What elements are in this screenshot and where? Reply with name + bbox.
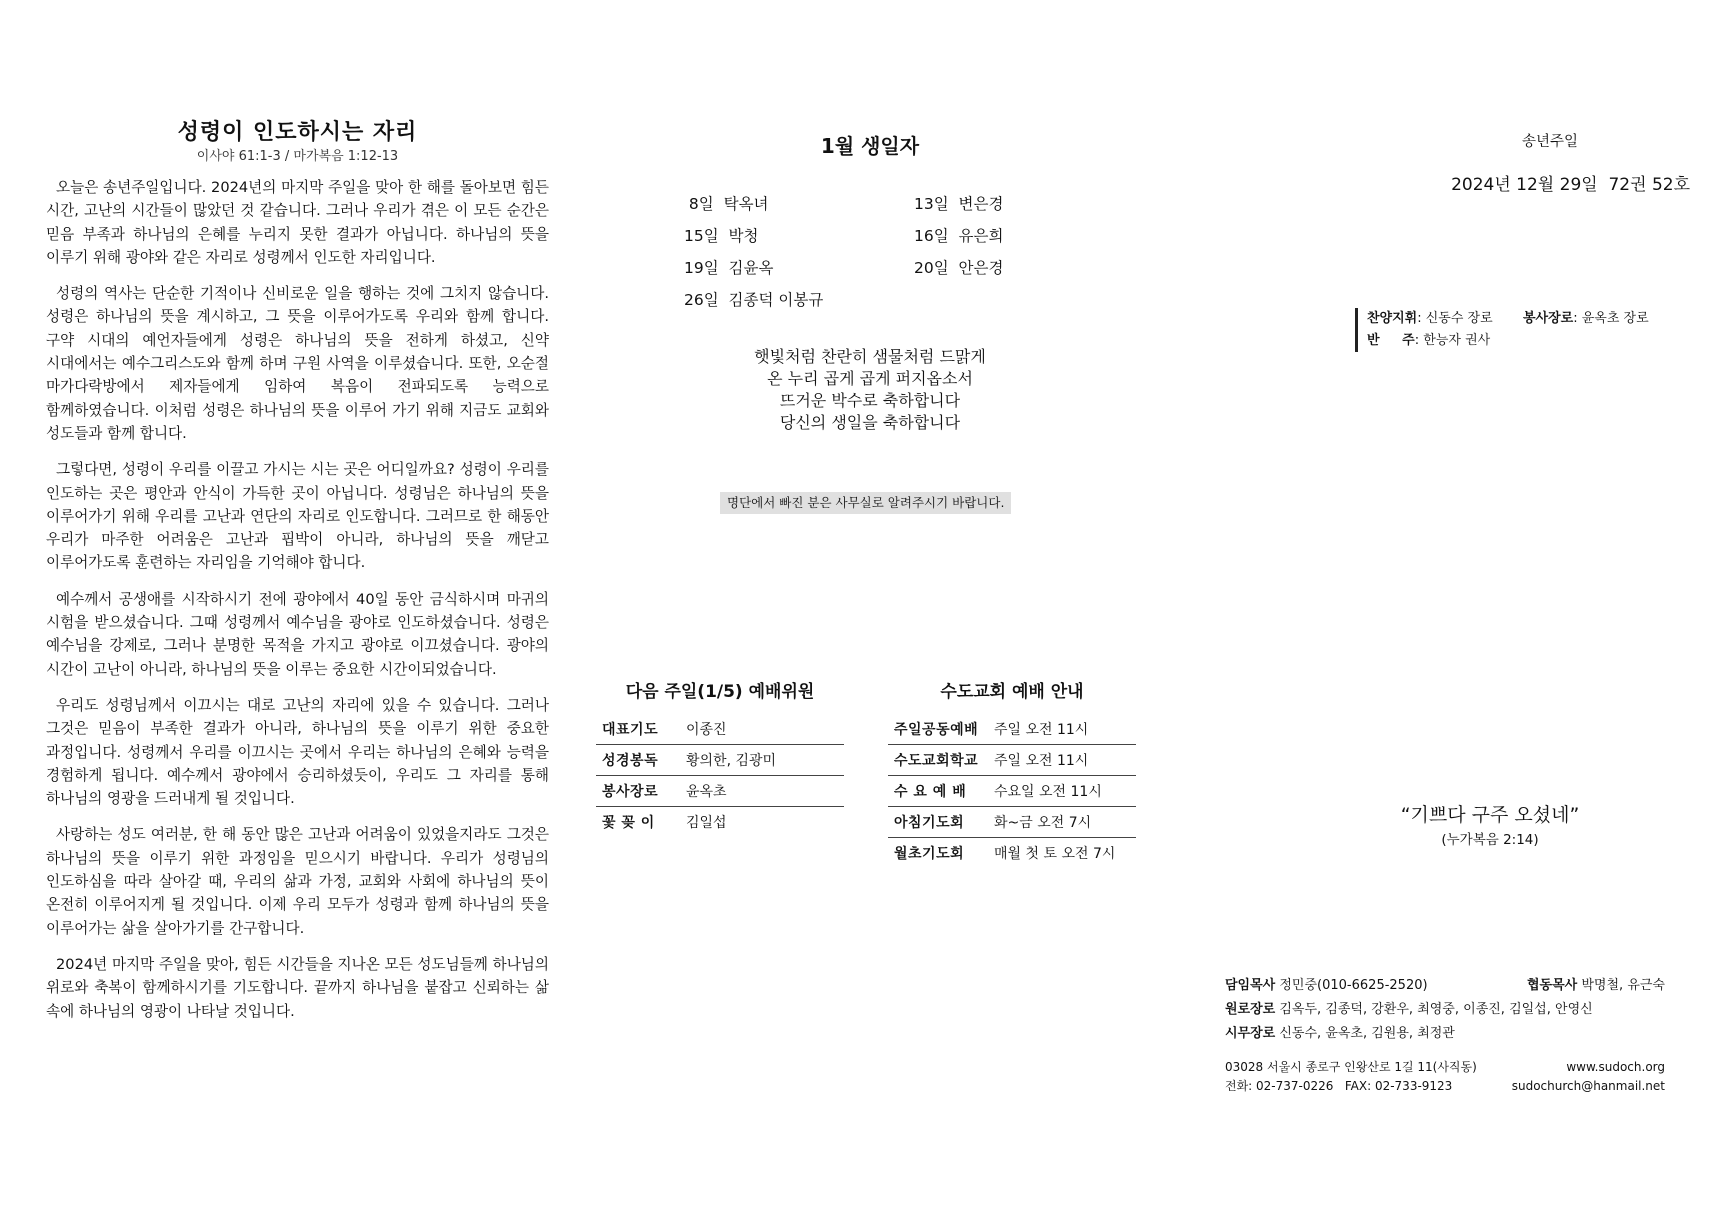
- choir-value: : 신동수 장로: [1417, 311, 1493, 326]
- active-elders-value: 신동수, 윤옥초, 김원용, 최정관: [1279, 1026, 1455, 1041]
- senior-pastor-value: 정민중(010-6625-2520): [1279, 978, 1428, 993]
- associate-pastor-label: 협동목사: [1527, 978, 1578, 993]
- service-info-title: 수도교회 예배 안내: [940, 682, 1084, 702]
- church-website: www.sudoch.org: [1566, 1060, 1665, 1074]
- hymn-title: “기쁘다 구주 오셨네”: [1400, 804, 1580, 826]
- poem-line: 햇빛처럼 찬란히 샘물처럼 드맑게: [754, 347, 986, 366]
- role-label: 봉사장로: [596, 776, 680, 807]
- birthday-list: [684, 192, 1044, 312]
- role-name: 이종진: [680, 714, 844, 745]
- associate-pastor-value: 박명철, 유근숙: [1581, 978, 1665, 993]
- service-name: 월초기도회: [894, 846, 965, 862]
- service-time: 화~금 오전 7시: [988, 807, 1136, 838]
- role-label: 꽃 꽂 이: [602, 815, 655, 831]
- role-label: 대표기도: [596, 714, 680, 745]
- sermon-scripture-reference: 이사야 61:1-3 / 마가복음 1:12-13: [196, 149, 399, 164]
- sermon-paragraph: 오늘은 송년주일입니다. 2024년의 마지막 주일을 맞아 한 해를 돌아보면 힘든 시간, 고난의 시간들이 많았던 것 같습니다. 그러나 우리가 겪은 이 모든 순간은 믿음 부족과 하나님의 은혜를 누리지 못한 결과가 아닙니다. 하나님의 뜻을 이루기 위해 광야와 같은 자리로 성령께서 인도한 자리입니다.: [46, 179, 549, 266]
- table-row: [596, 776, 844, 807]
- emeritus-elders-label: 원로장로: [1225, 1002, 1276, 1017]
- poem-line: 당신의 생일을 축하합니다: [779, 413, 961, 432]
- birthday-entry: 8일 탁옥녀: [684, 195, 769, 213]
- service-time: 수요일 오전 11시: [988, 776, 1136, 807]
- birthday-entry: 26일 김종덕 이봉규: [684, 291, 824, 309]
- sermon-title: 성령이 인도하시는 자리: [177, 120, 418, 145]
- service-info-section: [888, 680, 1136, 868]
- sermon-paragraph: 우리도 성령님께서 이끄시는 대로 고난의 자리에 있을 수 있습니다. 그러나 그것은 믿음이 부족한 결과가 아니라, 하나님의 뜻을 이루기 위한 중요한 과정입니다. 성령께서 우리를 이끄시는 곳에서 우리는 하나님의 은혜와 능력을 경험하게 됩니다. 예수께서 광야에서 승리하셨듯이, 우리도 그 자리를 통해 하나님의 영광을 드러내게 될 것입니다.: [46, 696, 549, 808]
- next-worship-section: [596, 680, 844, 837]
- poem-line: 뜨거운 박수로 축하합니다: [779, 391, 961, 410]
- birthday-notice: 명단에서 빠진 분은 사무실로 알려주시기 바랍니다.: [720, 492, 1011, 514]
- birthday-entry: 15일 박청: [684, 227, 759, 245]
- service-helpers: [1355, 308, 1649, 352]
- sermon-paragraph: 그렇다면, 성령이 우리를 이끌고 가시는 시는 곳은 어디일까요? 성령이 우리를 인도하는 곳은 평안과 안식이 가득한 곳이 아닙니다. 성령님은 하나님의 뜻을 이루어가기 위해 우리를 고난과 연단의 자리로 인도합니다. 그러므로 한 해동안 우리가 마주한 어려움은 고난과 핍박이 아니라, 하나님의 뜻을 깨닫고 이루어가도록 훈련하는 자리임을 기억해야 합니다.: [46, 461, 549, 572]
- sermon-paragraph: 2024년 마지막 주일을 맞아, 힘든 시간들을 지나온 모든 성도님들께 하나님의 위로와 축복이 함께하시기를 기도합니다. 끝까지 하나님을 붙잡고 신뢰하는 삶 속에 하나님의 영광이 나타날 것입니다.: [46, 955, 549, 1020]
- sermon-paragraph: 사랑하는 성도 여러분, 한 해 동안 많은 고난과 어려움이 있었을지라도 그것은 하나님의 뜻을 이루기 위한 과정임을 믿으시기 바랍니다. 우리가 성령님의 인도하심을 따라 살아갈 때, 우리의 삶과 가정, 교회와 사회에 하나님의 뜻이 온전히 이루어지게 될 것입니다. 이제 우리 모두가 성령과 함께 하나님의 뜻을 이루어가는 삶을 살아가기를 간구합니다.: [46, 826, 549, 937]
- table-row: [888, 807, 1136, 838]
- active-elders-label: 시무장로: [1225, 1026, 1276, 1041]
- issue-date: 2024년 12월 29일 72권 52호: [1451, 175, 1690, 195]
- sermon-section: [46, 118, 549, 1036]
- church-email: sudochurch@hanmail.net: [1511, 1079, 1665, 1093]
- next-worship-table: [596, 714, 844, 837]
- senior-pastor-label: 담임목사: [1225, 978, 1276, 993]
- poem-line: 온 누리 곱게 곱게 퍼지옵소서: [767, 369, 973, 388]
- table-row: [596, 714, 844, 745]
- role-name: 황의한, 김광미: [680, 745, 844, 776]
- birthday-entry: 13일 변은경: [914, 195, 1004, 213]
- sermon-paragraph: 성령의 역사는 단순한 기적이나 신비로운 일을 행하는 것에 그치지 않습니다. 성령은 하나님의 뜻을 계시하고, 그 뜻을 이루어가도록 우리와 함께 합니다. 구약 시대의 예언자들에게 성령은 하나님의 뜻을 전하게 하셨고, 신약 시대에서는 예수그리스도와 함께 하며 구원 사역을 이루셨습니다. 또한, 오순절 마가다락방에서 제자들에게 임하여 복음이 전파되도록 능력으로 함께하였습니다. 이처럼 성령은 하나님의 뜻을 이루어 가기 위해 지금도 교회와 성도들과 함께 합니다.: [46, 285, 549, 442]
- birthday-entry: 19일 김윤옥: [684, 259, 774, 277]
- table-row: [888, 838, 1136, 869]
- table-row: [596, 807, 844, 838]
- service-time: 주일 오전 11시: [988, 714, 1136, 745]
- role-name: 김일섭: [686, 815, 727, 831]
- service-name: 수 요 예 배: [888, 776, 988, 807]
- elder-value: : 윤옥초 장로: [1573, 311, 1649, 326]
- church-phone-fax: 전화: 02-737-0226 FAX: 02-733-9123: [1225, 1079, 1453, 1093]
- sunday-label: 송년주일: [1521, 134, 1579, 150]
- service-name: 아침기도회: [888, 807, 988, 838]
- sermon-paragraph: 예수께서 공생애를 시작하시기 전에 광야에서 40일 동안 금식하시며 마귀의 시험을 받으셨습니다. 그때 성령께서 예수님을 광야로 인도하셨습니다. 성령은 예수님을 강제로, 그러나 분명한 목적을 가지고 광야로 이끄셨습니다. 광야의 시간이 고난이 아니라, 하나님의 뜻을 이루는 중요한 시간이되었습니다.: [46, 590, 549, 678]
- table-row: [888, 776, 1136, 807]
- birthday-entry: 16일 유은희: [914, 227, 1004, 245]
- emeritus-elders-value: 김옥두, 김종덕, 강환우, 최영중, 이종진, 김일섭, 안영신: [1279, 1002, 1593, 1017]
- role-label: 성경봉독: [596, 745, 680, 776]
- hymn-reference: (누가복음 2:14): [1441, 832, 1539, 848]
- service-time: 주일 오전 11시: [988, 745, 1136, 776]
- birthday-title: 1월 생일자: [820, 134, 920, 158]
- accompanist-label: 반 주: [1367, 333, 1415, 348]
- table-row: [596, 745, 844, 776]
- accompanist-value: : 한능자 권사: [1414, 333, 1491, 348]
- church-address: 03028 서울시 종로구 인왕산로 1길 11(사직동): [1225, 1060, 1477, 1074]
- birthday-entry: 20일 안은경: [914, 259, 1004, 277]
- next-worship-title: 다음 주일(1/5) 예배위원: [625, 682, 815, 702]
- table-row: [888, 745, 1136, 776]
- church-contact: [1225, 1058, 1665, 1096]
- church-staff: [1225, 974, 1665, 1046]
- service-name: 수도교회학교: [888, 745, 988, 776]
- service-name: 주일공동예배: [888, 714, 988, 745]
- role-name: 윤옥초: [680, 776, 844, 807]
- elder-label: 봉사장로: [1522, 311, 1574, 326]
- choir-label: 찬양지휘: [1367, 311, 1418, 326]
- table-row: [888, 714, 1136, 745]
- service-info-table: [888, 714, 1136, 868]
- birthday-poem: [690, 346, 1050, 434]
- service-time: 매월 첫 토 오전 7시: [994, 846, 1116, 862]
